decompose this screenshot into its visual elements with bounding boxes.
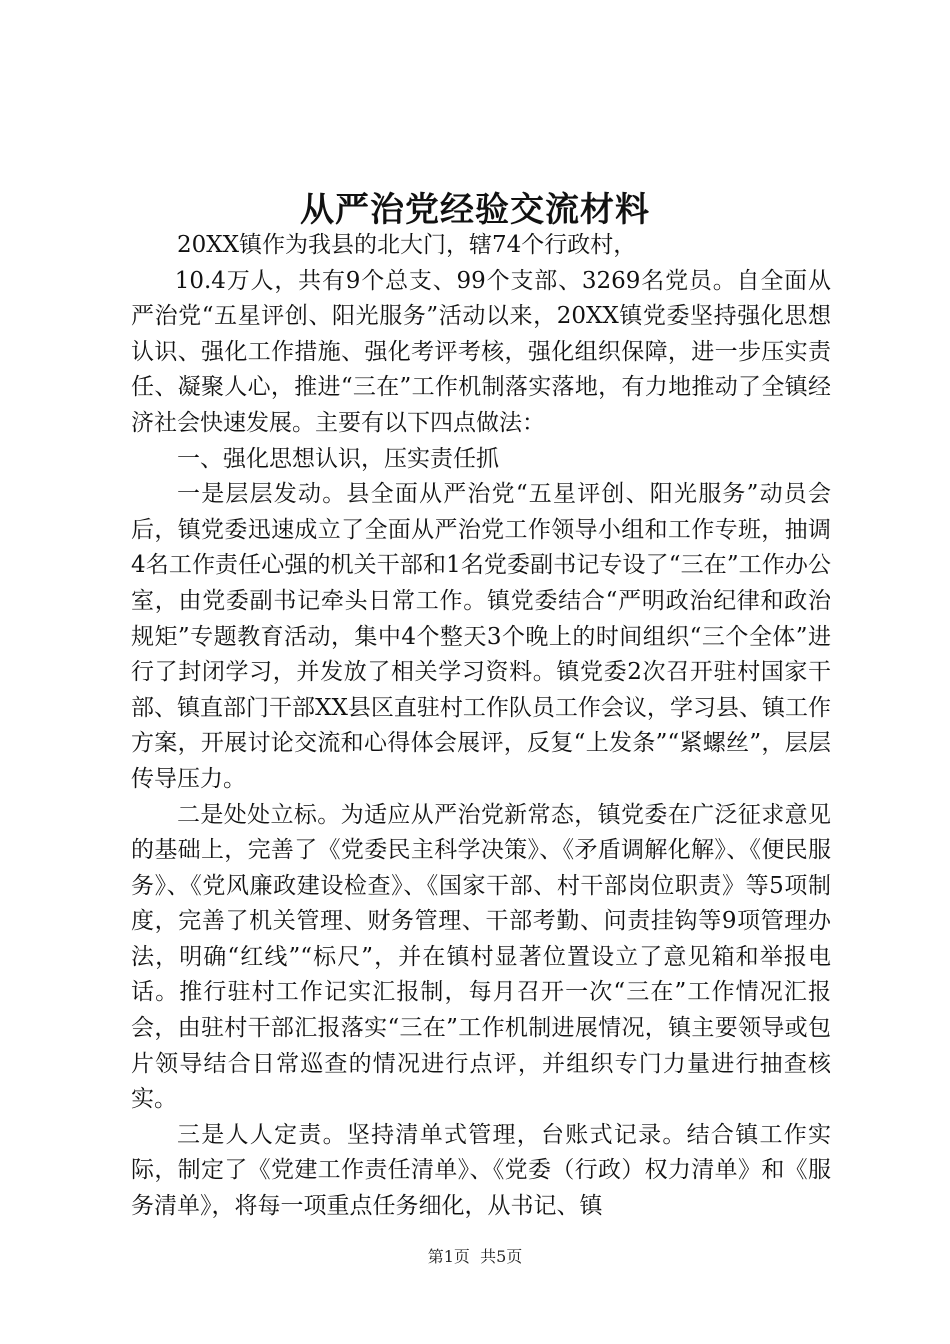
section-heading-1: 一、强化思想认识，压实责任抓 bbox=[177, 445, 499, 472]
page-footer bbox=[0, 1246, 950, 1268]
paragraph-intro-line: 20XX镇作为我县的北大门，辖74个行政村， bbox=[177, 232, 637, 258]
paragraph-point-3: 三是人人定责。坚持清单式管理，台账式记录。结合镇工作实际，制定了《党建工作责任清单》、《党委（行政）权力清单》和《服务清单》，将每一项重点任务细化，从书记、镇 bbox=[131, 1121, 831, 1220]
document-title: 从严治党经验交流材料 bbox=[300, 190, 650, 230]
page-total: 共5页 bbox=[480, 1247, 523, 1266]
document-body bbox=[131, 228, 831, 1225]
paragraph-point-1: 一是层层发动。县全面从严治党“五星评创、阳光服务”动员会后，镇党委迅速成立了全面从严治党工作领导小组和工作专班，抽调4名工作责任心强的机关干部和1名党委副书记专设了“三在”工作办公室，由党委副书记牵头日常工作。镇党委结合“严明政治纪律和政治规矩”专题教育活动，集中4个整天3个晚上的时间组织“三个全体”进行了封闭学习，并发放了相关学习资料。镇党委2次召开驻村国家干部、镇直部门干部XX县区直驻村工作队员工作会议，学习县、镇工作方案，开展讨论交流和心得体会展评，反复“上发条”“紧螺丝”，层层传导压力。 bbox=[131, 481, 831, 792]
paragraph-point-2: 二是处处立标。为适应从严治党新常态，镇党委在广泛征求意见的基础上，完善了《党委民主科学决策》、《矛盾调解化解》、《便民服务》、《党风廉政建设检查》、《国家干部、村干部岗位职责》等5项制度，完善了机关管理、财务管理、干部考勤、问责挂钩等9项管理办法，明确“红线”“标尺”，并在镇村显著位置设立了意见箱和举报电话。推行驻村工作记实汇报制，每月召开一次“三在”工作情况汇报会，由驻村干部汇报落实“三在”工作机制进展情况，镇主要领导或包片领导结合日常巡查的情况进行点评，并组织专门力量进行抽查核实。 bbox=[131, 801, 831, 1113]
paragraph-intro: 10.4万人，共有9个总支、99个支部、3269名党员。自全面从严治党“五星评创、阳光服务”活动以来，20XX镇党委坚持强化思想认识、强化工作措施、强化考评考核，强化组织保障，进一步压实责任、凝聚人心，推进“三在”工作机制落实落地，有力地推动了全镇经济社会快速发展。主要有以下四点做法： bbox=[131, 267, 831, 436]
page-number: 第1页 bbox=[427, 1247, 470, 1266]
